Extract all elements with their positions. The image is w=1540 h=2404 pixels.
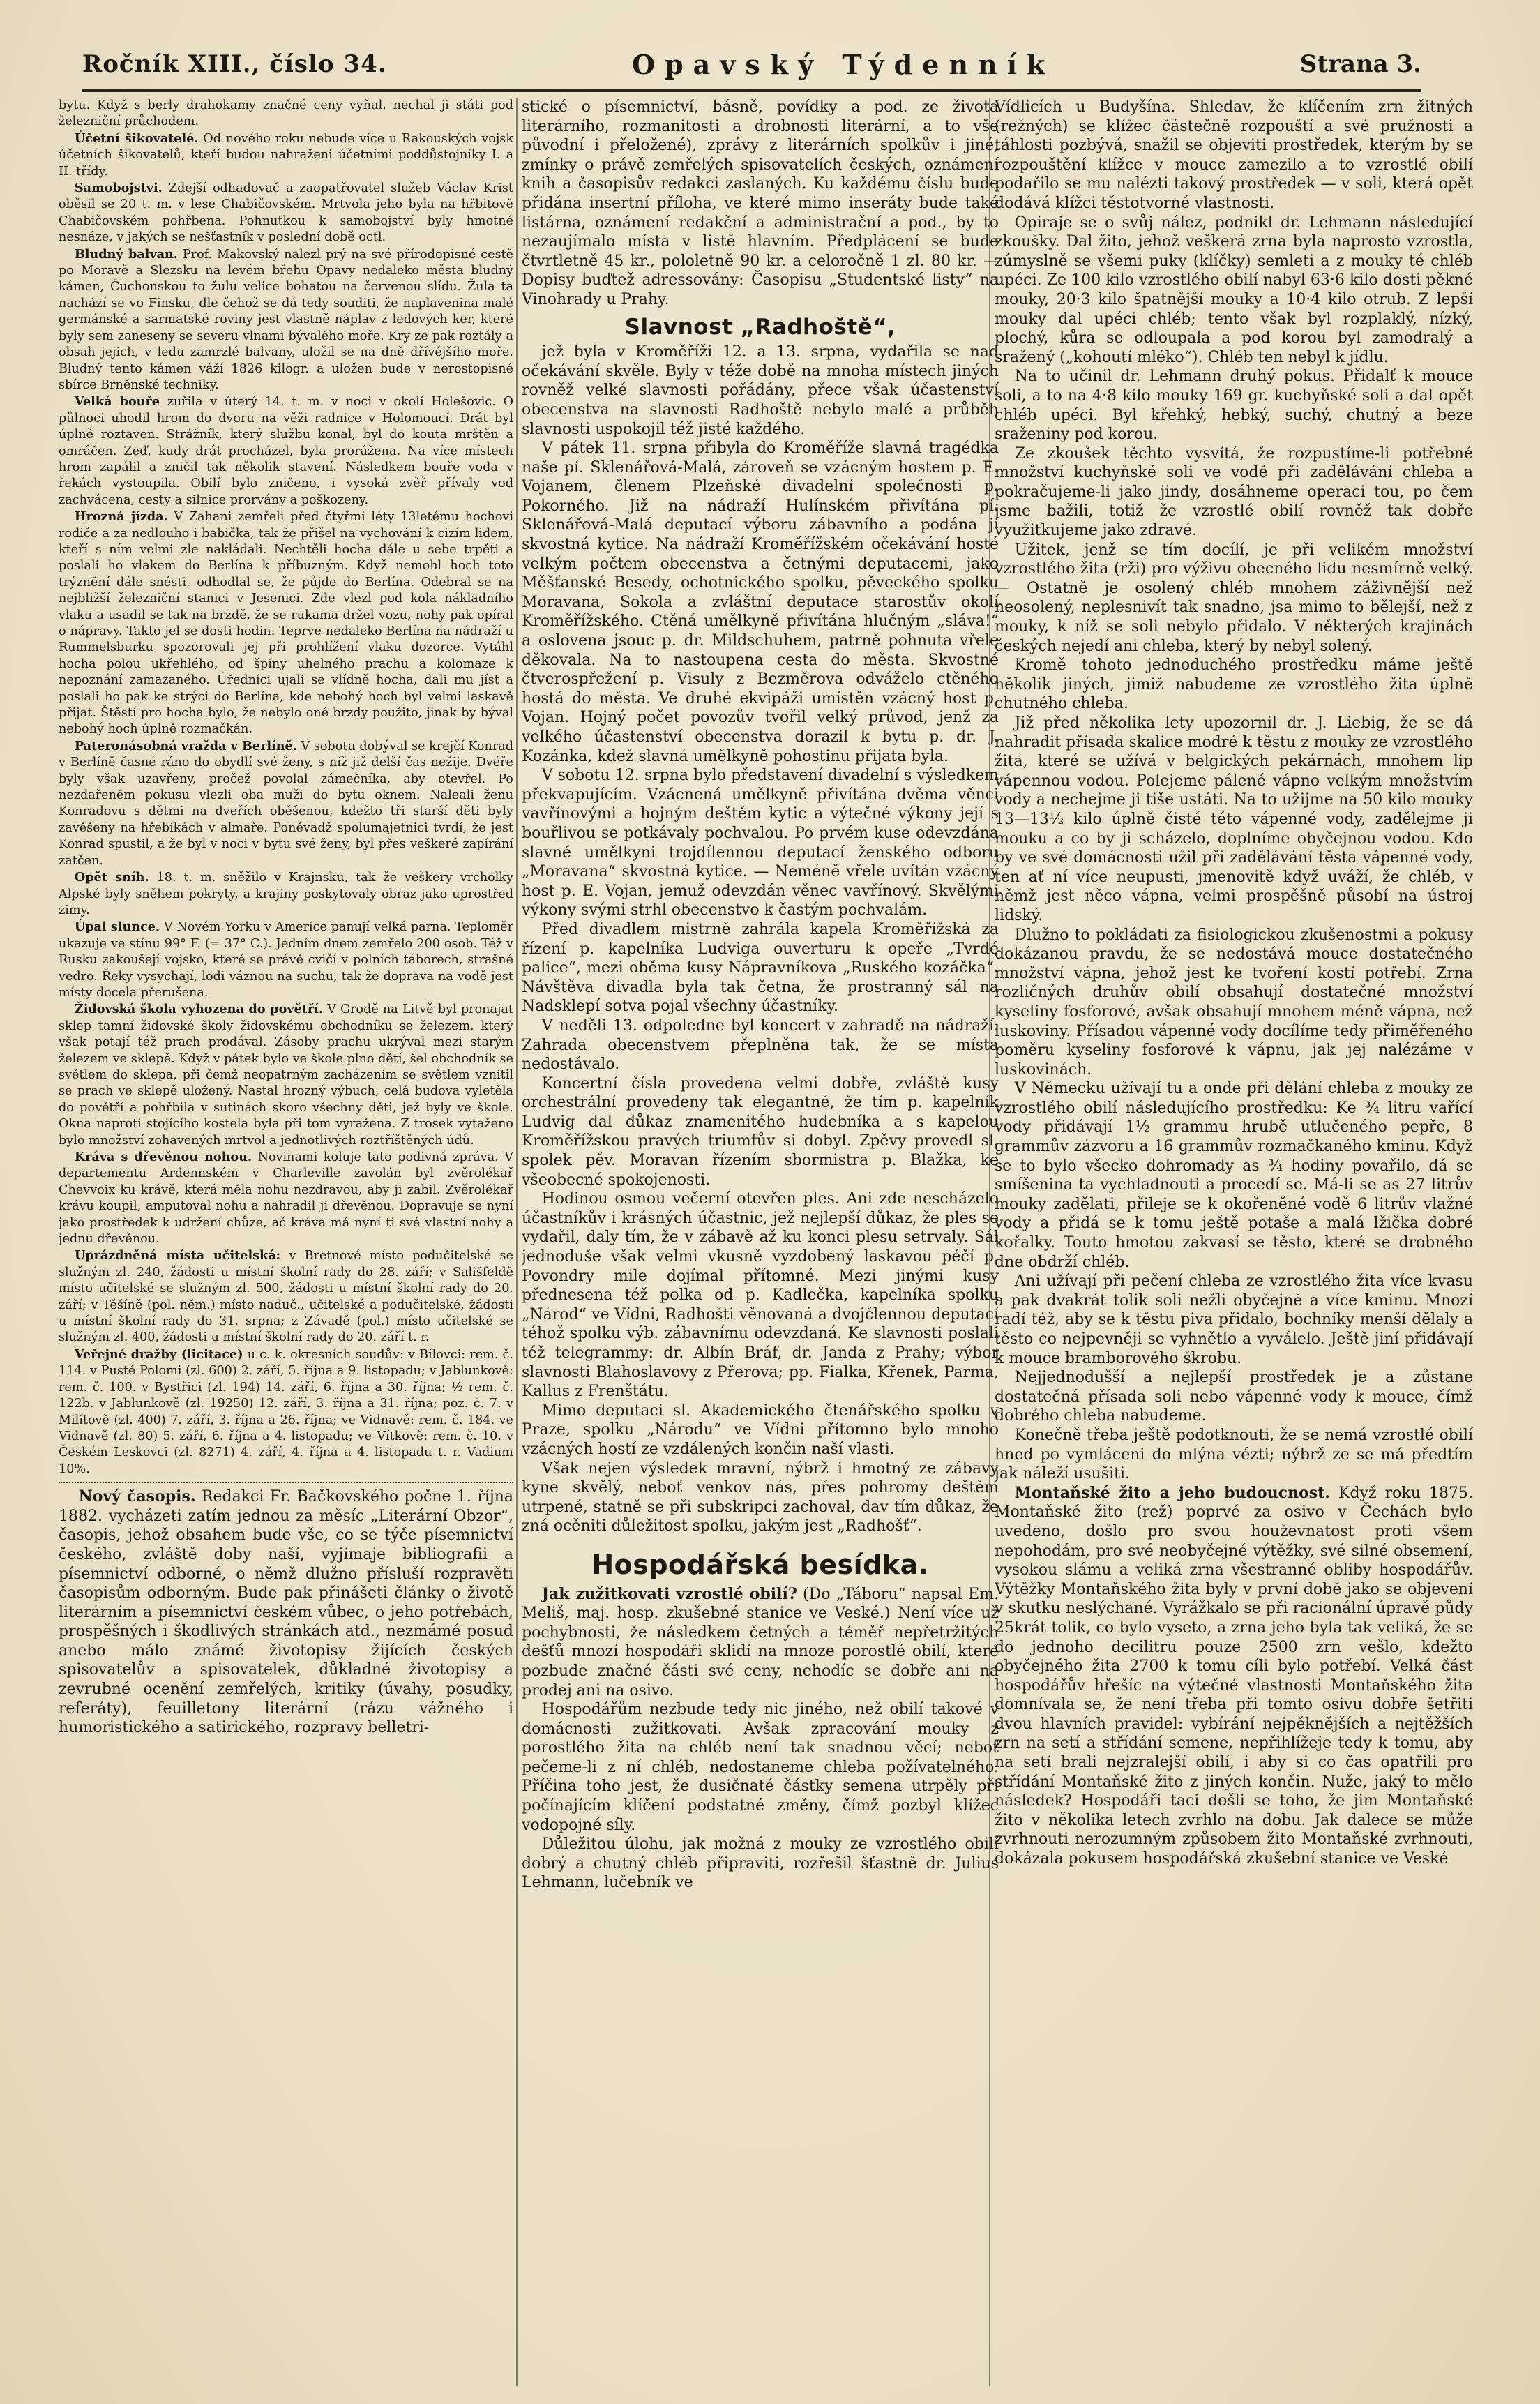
article-headline: Velká bouře xyxy=(74,394,160,410)
article-paragraph xyxy=(995,541,1473,656)
article-paragraph xyxy=(995,926,1473,1080)
article-text: V Německu užívají tu a onde při dělání chleba z mouky ze vzrostlého obilí následujícího prostředku: Ke ³⁄₄ litru vařící vody přidávají 1¹⁄₂ grammu hrubě utlučeného pepře, 8 grammův zázvoru a 16 grammův rozmačkaného kminu. Když se to bylo všecko dohromady as ³⁄₄ hodiny povařilo, dá se smíšenina ta vychladnouti a procedí se. Má-li se as 27 litrův mouky zadělati, přileje se k okořeněné vodě 6 litrův vlažné vody a přidá se k tomu ještě potaše a malá lžička dobré kořalky. Touto hmotou zakvasí se těsto, které se drobného dne obdrží chléb. xyxy=(995,1080,1473,1271)
article-text: Dlužno to pokládati za fisiologickou zkušenostmi a pokusy dokázanou pravdu, že se nedostává mouce dostatečného množství vápna, jehož jest ke tvoření kostí potřebí. Zrna rozličných druhův obilí obsahují dostatečné množství kyseliny fosforové, avšak obsahují mnohem méně vápna, než luskoviny. Přísadou vápenné vody docílíme tedy přiměřeného poměru kyseliny fosforové k vápnu, jak jej nalézáme v luskovinách. xyxy=(995,926,1473,1079)
page-header xyxy=(82,43,1421,85)
article-headline: Montaňské žito a jeho budoucnost. xyxy=(1014,1483,1330,1502)
article-paragraph xyxy=(995,213,1473,368)
article-text: Nejjednodušší a nejlepší prostředek je a zůstane dostatečná přísada soli nebo vápenné vody k mouce, čímž dobrého chleba nabudeme. xyxy=(995,1369,1473,1425)
article-text: bytu. Když s berly drahokamy značné ceny vyňal, nechal ji státi pod železniční průchodem. xyxy=(59,98,513,129)
article-paragraph xyxy=(522,1700,999,1835)
article-paragraph xyxy=(995,1484,1473,1869)
article-paragraph xyxy=(995,98,1473,213)
article-text: Ani užívají při pečení chleba ze vzrostlého žita více kvasu a pak dvakrát tolik soli nežli obyčejně a více kminu. Mnozí radí též, aby se k těstu piva přidalo, bochníky menší dělaly a těsto co nejpevněji se vyhnětlo a vyválelo. Ještě jiní přidávají k mouce bramborového škrobu. xyxy=(995,1272,1473,1367)
article-text: stické o písemnictví, básně, povídky a pod. ze života literárního, rozmanitosti a drobnosti literární, a to vše původní i přeložené), zprávy z literárních spolkův i jiné, zmínky o právě zemřelých spisovatelích českých, oznámení knih a časopisův redakci zaslaných. Ku každému číslu bude přidána insertní příloha, ve které mimo inseráty bude také listárna, oznámení redakční a administrační a pod., by to nezaujímalo místa v listě hlavním. Předplácení se bude čtvrtletně 45 kr., pololetně 90 kr. a celoročně 1 zl. 80 kr. — Dopisy buďtež adressovány: Časopisu „Studentské listy“ na Vinohrady u Prahy. xyxy=(522,98,999,308)
article-paragraph xyxy=(59,1149,513,1247)
column-3 xyxy=(995,98,1473,2386)
article-paragraph: Však nejen výsledek mravní, nýbrž i hmotný ze zábavy kyne skvělý, neboť venkov nás, přes pohromy deštěm utrpené, statně se při subskripci zachoval, dav tím důkaz, že zná ocěniti důležitost spolku, jakým jest „Radhošť“. xyxy=(522,1459,999,1535)
article-text: Užitek, jenž se tím docílí, je při velikém množství vzrostlého žita (rži) pro výživu obecného lidu nesmírně velký. — Ostatně je osolený chléb mnohem záživnější než neosolený, neplesnivít tak snadno, jsa mimo to bělejší, než z mouky, k níž se soli nebylo přidalo. V některých krajinách českých nejedí ani chleba, který by nebyl solený. xyxy=(995,541,1473,655)
article-paragraph xyxy=(522,1835,999,1893)
article-paragraph: Koncertní čísla provedena velmi dobře, zvláště kusy orchestrální provedeny tak elegantně, že tím p. kapelník Ludvig dal důkaz znamenitého hudebníka a s kapelou Kroměřížskou pravých triumfův si dobyl. Zpěvy provedl sl. spolek pěv. Moravan řízením sbormistra p. Blažka, ke všeobecné spokojenosti. xyxy=(522,1074,999,1189)
article-paragraph xyxy=(59,1001,513,1149)
article-text: Důležitou úlohu, jak možná z mouky ze vzrostlého obilí dobrý a chutný chléb připraviti, rozřešil šťastně dr. Julius Lehmann, lučebník ve xyxy=(522,1835,999,1892)
article-paragraph xyxy=(995,1272,1473,1368)
section-title-hospodarska: Hospodářská besídka. xyxy=(591,1549,929,1580)
article-text: V Grodě na Litvě byl pronajat sklep tamní židovské školy židovskému obchodníku se železem, který však potají též prach prodával. Zásoby prachu ukrýval mezi starým železem ve sklepě. Když v pátek bylo ve škole plno dětí, šel obchodník se světlem do sklepa, při čemž neopatrným zacházením se světlem vznítil se prach ve sklepě uložený. Nastal hrozný výbuch, celá budova vyletěla do povětří a pohřbila v sutinách skoro všechny děti, jež byly ve škole. Okna naproti stojícího kostela byla při tom vyražena. Z trosek vytaženo bylo množství zohavených mrtvol a jednotlivých roztříštěných údů. xyxy=(59,1002,513,1148)
article-headline: Hrozná jízda. xyxy=(74,509,168,525)
article-headline: Pateronásobná vražda v Berlíně. xyxy=(74,738,297,753)
article-paragraph: V pátek 11. srpna přibyla do Kroměříže slavná tragédka naše pí. Sklenářová-Malá, zároveň se vzácným hostem p. E. Vojanem, členem Plzeňské divadelní společnosti p. Pokorného. Již na nádraží Hulínském přivítána pí. Sklenářová-Malá deputací výboru zábavního a podána jí skvostná kytice. Na nádraží Kroměřížském očekávání hosté velkým počtem obecenstva a četnými deputacemi, jako Měšťanské Besedy, ochotnického spolku, pěveckého spolku Moravana, Sokola a zvláštní deputace starostův okolí Kroměřížského. Ctěná umělkyně přivítána hlučným „sláva!“ a oslovena jsouc p. dr. Mildschuhem, patrně pohnuta vřele děkovala. Na to nastoupena cesta do města. Skvostné čtverospřežení p. Visuly z Bezměrova odváželo ctěného hostá do města. Ve druhé ekvipáži umístěn vzácný host p. Vojan. Hojný počet povozův tvořil velký průvod, jenž za velkého účastenství obecenstva dorazil k bytu p. dr. J. Kozánka, kdež slavná umělkyně pohostinu přijata byla. xyxy=(522,440,999,765)
article-paragraph xyxy=(995,656,1473,714)
issue-number: Ročník XIII., číslo 34. xyxy=(82,50,387,78)
article-paragraph xyxy=(59,738,513,869)
article-paragraph: jež byla v Kroměříži 12. a 13. srpna, vydařila se nad očekávání skvěle. Byly v téže době na mnoha místech jiných rovněž velké slavnosti pořádány, přece však účastenství obecenstva na slavnosti Radhoště nebylo malé a průběh slavnosti uspokojil též jisté každého. xyxy=(522,343,999,438)
article-text: Již před několika lety upozornil dr. J. Liebig, že se dá nahradit přísada skalice modré k těstu z mouky ze vzrostlého žita, které se užívá v belgických pekárnách, mnohem lip vápennou vodou. Polejeme pálené vápno velkým množstvím vody a nechejme ji tiše ustáti. Na to užijme na 50 kilo mouky 13—13¹⁄₂ kilo úplně čisté této vápenné vody, zadělejme ji mouku a co by ji scházelo, doplníme obyčejnou vodou. Kdo by ve své domácnosti užil při zadělávání těsta vápenné vody, ten ať ní více neupusti, jmenovitě když uváží, že chléb, v němž jest něco vápna, velmi prospěšně působí na ústroj lidský. xyxy=(995,714,1473,924)
article-text: Redakci Fr. Bačkovského počne 1. října 1882. vycházeti zatím jednou za měsíc „Literární Obzor“, časopis, jehož obsahem bude vše, co se týče písemnictví českého, zvláště doby naší, vyjímaje bibliografii a písemnictví odborné, o němž dlužno přísluší rozpravěti časopisům odborným. Bude pak přinášeti články o životě literárním a písemnictví českém vůbec, o jeho potřebách, prospěšných i škodlivých stránkách atd., nezmámé posud anebo málo známé životopisy žijících českých spisovatelův a spisovatelek, důkladné životopisy a zevrubné ocenění zemřelých, kritiky (úvahy, posudky, referáty), feuilletony literární (rázu vážného i humoristického a satirického, rozpravy belletri- xyxy=(59,1488,513,1737)
article-paragraph xyxy=(59,509,513,738)
section-title-radhost: Slavnost „Radhoště“, xyxy=(624,314,896,340)
article-paragraph xyxy=(522,1585,999,1701)
article-paragraph: Hodinou osmou večerní otevřen ples. Ani zde nescházelo účastníkův i krásných účastnic, jež nejlepší důkaz, že ples se vydařil, daly tím, že v zábavě až ku konci plesu setrvaly. Sál jednoduše však velmi vkusně vyzdobený laskavou péčí p. Povondry mile dojímal přítomné. Mezi jinými kusy přednesena též polka od p. Kadlečka, kapelníka spolku „Národ“ ve Vídni, Radhošti věnovaná a dvojčlennou deputací téhož spolku výb. zábavnímu odevzdaná. Ke slavnosti poslali též telegrammy: dr. Albín Bráf, dr. Janda z Prahy; výbor slavnosti Blahoslavovy z Přerova; pp. Fialka, Křenek, Parma, Kallus z Frenštátu. xyxy=(522,1190,999,1401)
article-text: Kromě tohoto jednoduchého prostředku máme ještě několik jiných, jimiž nabudeme ze vzrostlého žita úplně chutného chleba. xyxy=(995,656,1473,713)
article-text: Prof. Makovský nalezl prý na své přírodopisné cestě po Moravě a Slezsku na levém břehu Opavy nedaleko města bludný kámen, Čuchonskou to žulu velice bohatou na červenou slídu. Žula ta nachází se vo Finsku, dle čehož se dá tedy souditi, že naplavenina malé germánské a sarmatské roviny jest vlastně náplav z ledových ker, které byly sem zaneseny se severu vlnami bývalého moře. Kry ze pak roztály a obsah jejich, v ledu zamrzlé balvany, uložil se na dně dřívějšího moře. Bludný tento kámen váží 1826 kilogr. a uložen bude v nerostopisné sbírce Brněnské techniky. xyxy=(59,247,513,392)
article-text: 18. t. m. sněžilo v Krajnsku, tak že veškery vrcholky Alpské byly sněhem pokryty, a krajiny poskytovaly obraz jako uprostřed zimy. xyxy=(59,871,513,917)
article-text: Hospodářům nezbude tedy nic jiného, než obilí takové v domácnosti zužitkovati. Avšak zpracování mouky z porostlého žita na chléb není tak snadnou věcí; neboť pečeme-li z ní chléb, nedostaneme chleba požívatelného. Příčina toho jest, že dusičnaté částky semena utrpěly při počínajícím klíčení podstatné změny, čímž pozbyl klížec vodopojné síly. xyxy=(522,1701,999,1834)
article-text: zuřila v úterý 14. t. m. v noci v okolí Holešovic. O půlnoci uhodil hrom do dvoru na věži radnice v Holomoucí. Drát byl úplně roztaven. Strážník, který službu konal, byl do kouta mrštěn a omráčen. Zeď, kudy drát procházel, byla prorážena. Na více místech hrom zapálil a zničil tak několik stavení. Následkem bouře voda v řekách vystoupila. Obilí bylo zničeno, i vysoká zvěř přívaly vod zachvácena, cesty a silnice prorvány a poškozeny. xyxy=(59,395,513,507)
article-paragraph xyxy=(59,1247,513,1346)
header-rule xyxy=(82,89,1421,92)
article-text: Ze zkoušek těchto vysvítá, že rozpustíme-li potřebné množství kuchyňské soli ve vodě při zadělávání chleba a pokračujeme-li jako jindy, dosáhneme operaci tou, po čem jsme bažili, totiž že vzrostlé obilí rovněž tak dobře využitkujeme jako zdravé. xyxy=(995,444,1473,540)
column-1 xyxy=(59,98,513,2386)
article-text: V sobotu dobýval se krejčí Konrad v Berlíně časné ráno do obydlí své ženy, s níž již delší čas nežije. Dvéře byly však uzavřeny, pročež povolal zámečníka, aby otevřel. Po nezdařeném pokusu vlezli oba muži do bytu oknem. Naleali ženu Konradovu s dětmi na dveřích oběšenou, kdežto tři starší děti byly zavěšeny na hřebíkách v almaře. Poněvadž spolumajetnici tvrdí, že jest Konrad spustil, a že byl v noci v bytu své ženy, byl přes veškeré zapírání zatčen. xyxy=(59,739,513,868)
article-headline: Úpal slunce. xyxy=(74,919,160,935)
article-headline: Nový časopis. xyxy=(78,1487,196,1506)
article-headline: Uprázdněná místa učitelská: xyxy=(74,1248,281,1263)
newspaper-title: Opavský Týdenník xyxy=(631,48,1055,80)
article-paragraph xyxy=(522,98,999,310)
article-text: Když roku 1875. Montaňské žito (rež) poprvé za osivo v Čechách bylo uvedeno, došlo pro svou houževnatost proti všem nepohodám, pro své neobyčejné výtěžky, své silné obsemení, vysokou slámu a veliká zrna všestranné obliby hospodářův. Výtěžky Montaňského žita byly v první době jako se objevení v skutku neslýchané. Vyrážkalo se při racionální úpravě půdy 25krát tolik, co bylo vyseto, a zrna jeho byla tak veliká, že se do jednoho decilitru pouze 2500 zrn vešlo, kdežto obyčejného žita 2700 k tomu cíli bylo potřebí. Velká část hospodářův hřešíc na výtečné vlastnosti Montaňského žita domnívala se, že není třeba při tomto osivu dobře šetřiti dvou hlavních pravidel: vybírání nejpěknějších a nejtěžších zrn na setí a střídání semene, nepřihlížeje tedy k tomu, aby na setí brali nejzralejší obilí, i aby si co čas opatřili pro střídání Montaňské žito z jiných končin. Nuže, jaký to mělo následek? Hospodáři taci došli se toho, že jim Montaňské žito v několika letech zvrhlo na dobu. Jak dalece se může zvrhnouti nerozumným způsobem žito Montaňské zvrhnouti, dokázala pokusem hospodářská zkušební stanice ve Veské xyxy=(995,1484,1473,1868)
article-paragraph xyxy=(59,1487,513,1738)
article-headline: Jak zužitkovati vzrostlé obilí? xyxy=(541,1584,797,1603)
article-text: Zdejší odhadovač a zaopatřovatel služeb Václav Krist oběsil se 20 t. m. v lese Chabičovském. Mrtvola jeho byla na hřbitově Chabičovském pohřbena. Pohnutkou k samobojství byly hmotné nesnáze, v jakých se nešťastník v poslední době octl. xyxy=(59,181,513,245)
article-paragraph xyxy=(59,919,513,1001)
article-paragraph: V neděli 13. odpoledne byl koncert v zahradě na nádraží. Zahrada obecenstvem přeplněna tak, že se místa nedostávalo. xyxy=(522,1016,999,1074)
article-paragraph xyxy=(59,393,513,509)
article-text: Od nového roku nebude více u Rakouských vojsk účetních šikovatelů, kteří budou nahraženi účetními poddůstojníky I. a II. třídy. xyxy=(59,131,513,179)
article-paragraph xyxy=(995,444,1473,541)
article-text: Vídlicích u Budyšína. Shledav, že klíčením zrn žitných (režných) se klížec částečně rozpouští a své pružnosti a táhlosti pozbývá, snažil se objeviti prostředek, kterým by se rozpouštění klížce v mouce zamezilo a to vzrostlé obilí podařilo se mu nalézti takový prostředek — v soli, která opět dodává klížci těstotvorné vlastnosti. xyxy=(995,98,1473,212)
article-text: V Zahani zemřeli před čtyřmi léty 13letému hochovi rodiče a za nedlouho i babička, tak že přišel na vychování k cizím lidem, kteří s ním velmi zle nakládali. Nechtěli hocha dále u sebe trpěti a poslali ho vlakem do Berlína k příbuzným. Když nemohl hoch toto trýznění dále snésti, odhodlal se, že půjde do Berlína. Odebral se na nejbližší železniční stanici v Jesenici. Zde vlezl pod kola nákladního vlaku a usadil se tak na brzdě, že se rukama držel vozu, nohy pak opíral o nápravy. Takto jel se dosti hodin. Teprve nedaleko Berlína na nádraží u Rummelsburku spozorovali jej při prohlížení vlaku dozorce. Vytáhl hocha polou ukřehlého, od špíny uhelného prachu a kolomaze k nepoznání zamazaného. Úředníci ujali se vlídně hocha, dali mu jíst a poslali ho pak ke strýci do Berlína, kde nebohý hoch byl velmi laskavě přijat. Štěstí pro hocha bylo, že nebylo oné brzdy použito, jinak by býval nebohý hoch úplně rozmačkán. xyxy=(59,510,513,737)
article-text: Opiraje se o svůj nález, podnikl dr. Lehmann následující zkoušky. Dal žito, jehož veškerá zrna byla naprosto vzrostla, zúmyslně se všemi puky (klíčky) semleti a z mouky té chléb upéci. Ze 100 kilo vzrostlého obilí nabyl 63·6 kilo dosti pěkné mouky, 20·3 kilo špatnější mouky a 10·4 kilo otrub. Z lepší mouky dal upéci chléb; tento však byl rozplaklý, nízký, plochý, kůra se odloupala a pod korou byl zamodralý a sražený („kohoutí mléko“). Chléb ten nebyl k jídlu. xyxy=(995,213,1473,366)
article-text: u c. k. okresních soudův: v Bílovci: rem. č. 114. v Pusté Polomi (zl. 600) 2. září, 5. října a 9. listopadu; v Jablunkově: rem. č. 100. v Bystřici (zl. 194) 14. září, 6. října a 30. října; ¹⁄₂ rem. č. 122b. v Jablunkově (zl. 19250) 12. září, 3. října a 31. října; poz. č. 7. v Milítově (zl. 400) 7. září, 3. října a 26. října; ve Vidnavě: rem. č. 184. ve Vidnavě (zl. 80) 5. září, 6. října a 4. listopadu; ve Vítkově: rem. č. 10. v Českém Leskovci (zl. 8271) 4. září, 4. října a 4. listopadu t. r. Vadium 10%. xyxy=(59,1347,513,1476)
article-paragraph xyxy=(59,246,513,394)
article-paragraph: Mimo deputaci sl. Akademického čtenářského spolku v Praze, spolku „Národu“ ve Vídni přítomno bylo mnoho vzácných hostí ze vzdálených končin naší vlasti. xyxy=(522,1402,999,1458)
article-text: (Do „Táboru“ napsal Em. Meliš, maj. hosp. zkušebné stanice ve Veské.) Není více už pochybnosti, že následkem četných a téměř nepřetržitých dešťů mnozí hospodáři sklidí na mnoze porostlé obilí, které pozbude značné části své ceny, nehodíc se dobře ani na prodej ani na osivo. xyxy=(522,1585,999,1699)
article-paragraph: Před divadlem mistrně zahrála kapela Kroměřížská za řízení p. kapelníka Ludviga ouverturu k opeře „Tvrdé palice“, mezi oběma kusy Nápravníkova „Ruského kozáčka“. Návštěva divadla byla tak četna, že prostranný sál na Nadsklepí sotva pojal všechny účastníky. xyxy=(522,920,999,1016)
article-paragraph xyxy=(995,1079,1473,1272)
article-headline: Samobojstvi. xyxy=(74,181,163,196)
article-paragraph xyxy=(59,180,513,246)
column-divider xyxy=(516,98,518,2386)
page-number: Strana 3. xyxy=(1299,50,1421,78)
article-paragraph xyxy=(995,1368,1473,1426)
article-text: V Novém Yorku v Americe panují velká parna. Teploměr ukazuje ve stínu 99° F. (= 37° C.). Jedním dnem zemřelo 200 osob. Též v Rusku zakoušejí vojsko, které se právě cvičí v polních táborech, strašné vedro. Řeky vysychají, lodi váznou na suchu, tak že doprava na vodě jest místy docela přerušena. xyxy=(59,920,513,1000)
article-paragraph xyxy=(59,869,513,919)
article-paragraph: V sobotu 12. srpna bylo představení divadelní s výsledkem překvapujícím. Vzácnená umělkyně přivítána dvěma věnci vavřínovými a hojným deštěm kytic a výtečné výkony její s bouřlivou se potkávaly pochvalou. Po prvém kuse odevzdána slavné umělkyni trojdílennou deputací ženského odboru „Moravana“ skvostná kytice. — Neméně vřele uvítán vzácný host p. E. Vojan, jemuž odevzdán věnec vavřínový. Skvělými výkony svými strhl obecenstvo k častým pochvalám. xyxy=(522,767,999,919)
article-paragraph xyxy=(59,130,513,180)
article-headline: Veřejné dražby (licitace) xyxy=(74,1346,243,1362)
article-headline: Kráva s dřevěnou nohou. xyxy=(74,1150,252,1164)
separator xyxy=(59,1482,513,1483)
new-journal-notice xyxy=(59,1487,513,1738)
article-text: v Bretnové místo podučitelské se služným zl. 240, žádosti u místní školní rady do 28. září; v Sališfeldě místo učitelské se služným zl. 500, žádosti u místní školní rady do 20. září; v Těšíně (pol. něm.) místo naduč., učitelské a podučitelské, žádosti u místní školní rady do 31. srpna; z Závadě (pol.) místo učitelské se služným zl. 400, žádosti u místní školní rady do 20. září t. r. xyxy=(59,1249,513,1345)
article-headline: Účetní šikovatelé. xyxy=(74,130,199,146)
article-paragraph xyxy=(995,714,1473,926)
article-paragraph xyxy=(59,98,513,130)
article-text: Na to učinil dr. Lehmann druhý pokus. Přidalť k mouce soli, a to na 4·8 kilo mouky 169 gr. kuchyňské soli a dal opět chléb upéci. Byl křehký, hebký, suchý, chutný a beze sraženiny pod korou. xyxy=(995,368,1473,444)
article-headline: Opět sníh. xyxy=(74,870,149,885)
article-paragraph xyxy=(59,1346,513,1478)
article-headline: Bludný balvan. xyxy=(74,246,178,262)
article-headline: Židovská škola vyhozena do povětří. xyxy=(74,1002,323,1017)
column-2 xyxy=(522,98,999,2386)
article-text: Konečně třeba ještě podotknouti, že se nemá vzrostlé obilí hned po vymláceni do mlýna vézti; nýbrž ze se má předtím jak náleží usušiti. xyxy=(995,1426,1473,1483)
article-paragraph xyxy=(995,1426,1473,1484)
article-paragraph xyxy=(995,367,1473,444)
article-text: Novinami koluje tato podivná zpráva. V departementu Ardennském v Charleville zavolán byl zvěrolékař Chevvoix ku krávě, která měla nohu nezdravou, aby ji zabil. Zvěrolékař krávu koupil, amputoval nohu a nahradil ji dřevěnou. Dopravuje se nyní jako prostředek k udržení chůze, ač kráva má nyní ti své vlastní nohy a jednu dřevěnou. xyxy=(59,1150,513,1247)
